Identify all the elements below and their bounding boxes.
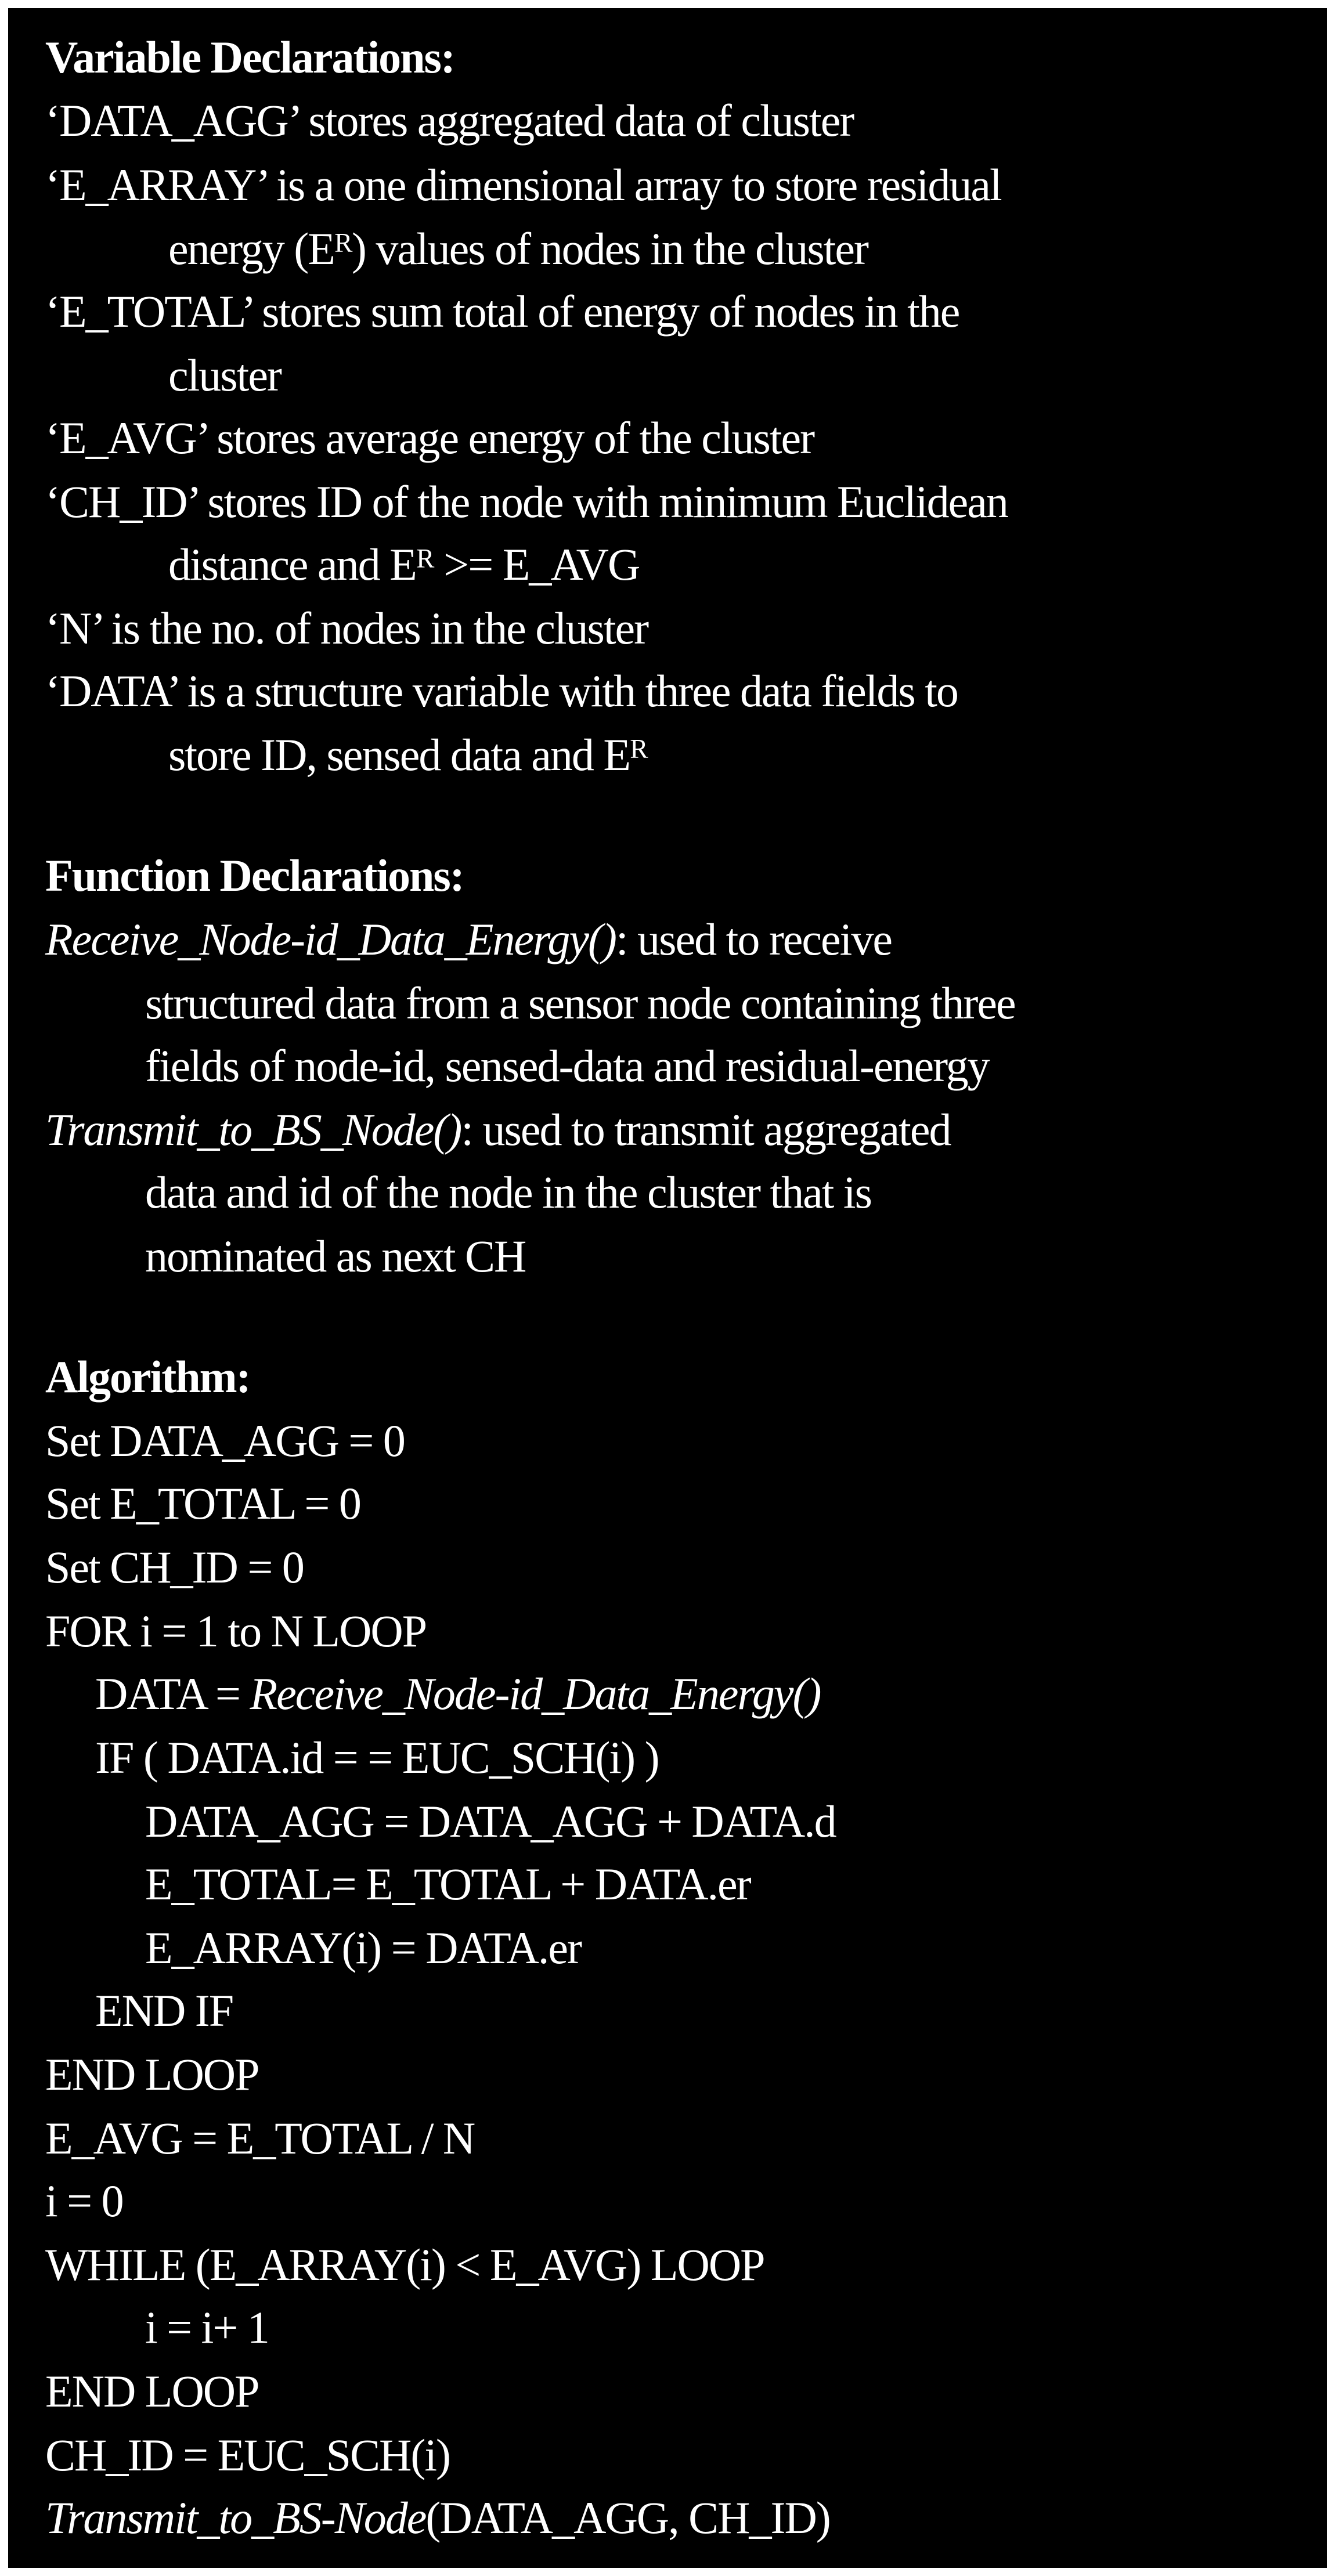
code-line: WHILE (E_ARRAY(i) < E_AVG) LOOP xyxy=(45,2239,764,2290)
code-line: i = i+ 1 xyxy=(145,2302,269,2353)
declaration-line: store ID, sensed data and Eᴿ xyxy=(168,729,648,780)
code-line: E_ARRAY(i) = DATA.er xyxy=(145,1923,581,1973)
code-line: CH_ID = EUC_SCH(i) xyxy=(45,2430,450,2480)
declaration-line: ‘DATA’ is a structure variable with three data fields to xyxy=(45,666,958,716)
code-line: END LOOP xyxy=(45,2366,259,2416)
code-line: Set DATA_AGG = 0 xyxy=(45,1415,405,1466)
declaration-line: ‘N’ is the no. of nodes in the cluster xyxy=(45,603,648,653)
declaration-line: ‘E_AVG’ stores average energy of the cluster xyxy=(45,413,814,463)
function-line: nominated as next CH xyxy=(145,1231,526,1281)
declaration-line: energy (Eᴿ) values of nodes in the cluster xyxy=(168,223,868,274)
declaration-line: ‘DATA_AGG’ stores aggregated data of cluster xyxy=(45,95,854,146)
code-line: DATA_AGG = DATA_AGG + DATA.d xyxy=(145,1796,836,1847)
variable-declarations-heading: Variable Declarations: xyxy=(45,32,454,82)
function-call: Transmit_to_BS-Node xyxy=(45,2492,426,2543)
code-line: E_AVG = E_TOTAL / N xyxy=(45,2113,475,2163)
algorithm-box xyxy=(6,6,1329,2570)
function-call: Receive_Node-id_Data_Energy() xyxy=(250,1668,821,1719)
code-line: IF ( DATA.id = = EUC_SCH(i) ) xyxy=(95,1732,659,1783)
function-line: fields of node-id, sensed-data and residual-energy xyxy=(145,1040,989,1091)
declaration-line: ‘E_ARRAY’ is a one dimensional array to store residual xyxy=(45,160,1001,210)
code-line: Set CH_ID = 0 xyxy=(45,1542,304,1592)
function-declarations-heading: Function Declarations: xyxy=(45,850,464,901)
function-name: Transmit_to_BS_Node() xyxy=(45,1104,461,1155)
code-line: END LOOP xyxy=(45,2049,259,2100)
code-line: i = 0 xyxy=(45,2176,123,2226)
algorithm-heading: Algorithm: xyxy=(45,1352,250,1402)
declaration-line: ‘CH_ID’ stores ID of the node with minimum Euclidean xyxy=(45,476,1008,527)
code-line: Set E_TOTAL = 0 xyxy=(45,1478,360,1529)
declaration-line: distance and Eᴿ >= E_AVG xyxy=(168,539,640,590)
function-name: Receive_Node-id_Data_Energy() xyxy=(45,914,616,964)
function-line: data and id of the node in the cluster that is xyxy=(145,1167,871,1217)
declaration-line: cluster xyxy=(168,350,281,400)
code-line: Transmit_to_BS-Node(DATA_AGG, CH_ID) xyxy=(45,2492,830,2543)
code-line: END IF xyxy=(95,1985,233,2036)
function-line: structured data from a sensor node containing three xyxy=(145,978,1015,1028)
code-line: E_TOTAL= E_TOTAL + DATA.er xyxy=(145,1859,751,1909)
declaration-line: ‘E_TOTAL’ stores sum total of energy of nodes in the xyxy=(45,286,959,337)
function-line: Receive_Node-id_Data_Energy(): used to receive xyxy=(45,914,892,964)
code-line: DATA = Receive_Node-id_Data_Energy() xyxy=(95,1668,821,1719)
code-line: FOR i = 1 to N LOOP xyxy=(45,1606,427,1656)
function-line: Transmit_to_BS_Node(): used to transmit aggregated xyxy=(45,1104,951,1155)
